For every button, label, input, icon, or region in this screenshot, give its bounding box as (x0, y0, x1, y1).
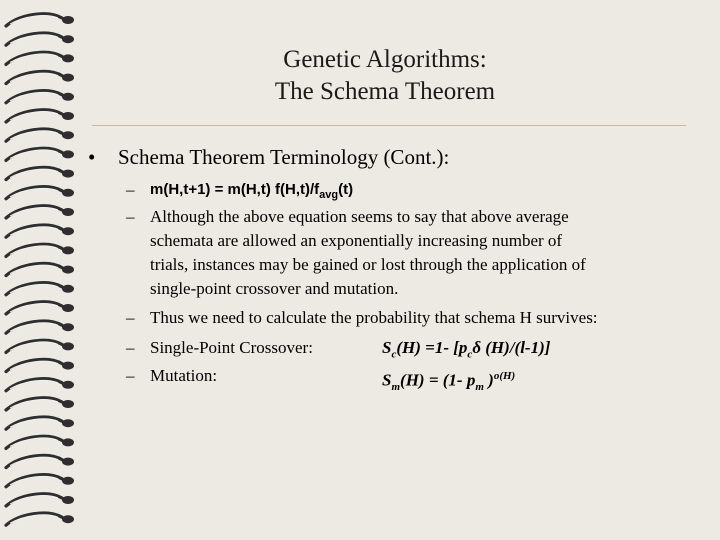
formula-part: S (382, 370, 392, 390)
equation-subscript: avg (319, 189, 339, 201)
binding-ring (6, 513, 62, 525)
binding-hole (62, 189, 74, 197)
mutation-label: Mutation: (150, 366, 218, 385)
binding-hole (62, 477, 74, 485)
binding-ring (6, 379, 62, 391)
binding-ring (6, 359, 62, 371)
formula-part: (H) = (1- p (400, 370, 476, 390)
bullet-symbol: • (88, 145, 96, 169)
binding-ring (6, 455, 62, 467)
binding-hole (62, 362, 74, 370)
dash: – (126, 180, 135, 199)
binding-ring (6, 187, 62, 199)
binding-ring (6, 494, 62, 506)
binding-ring (6, 91, 62, 103)
binding-hole (62, 419, 74, 427)
binding-ring (6, 321, 62, 333)
title-divider (92, 125, 686, 126)
binding-hole (62, 342, 74, 350)
formula-subscript: m (475, 381, 484, 394)
binding-hole (62, 170, 74, 178)
binding-ring (6, 302, 62, 314)
binding-hole (62, 515, 74, 523)
formula-part: δ (H)/(l-1)] (472, 338, 551, 357)
binding-ring (6, 417, 62, 429)
slide-title (200, 44, 570, 108)
binding-ring (6, 206, 62, 218)
formula-superscript: o(H) (493, 370, 516, 382)
binding-ring (6, 71, 62, 83)
title-line-2: The Schema Theorem (274, 78, 496, 105)
binding-ring (6, 129, 62, 141)
formula-part: S (382, 338, 392, 357)
binding-hole (62, 438, 74, 446)
binding-hole (62, 131, 74, 139)
binding-hole (62, 227, 74, 235)
although-line-1: Although the above equation seems to say that above average (150, 207, 569, 226)
binding-hole (62, 496, 74, 504)
binding-hole (62, 93, 74, 101)
binding-hole (62, 266, 74, 274)
binding-hole (62, 54, 74, 62)
growth-equation (150, 178, 353, 207)
mutation-formula (382, 364, 515, 399)
formula-subscript: c (467, 348, 473, 361)
binding-hole (62, 16, 74, 24)
binding-hole (62, 246, 74, 254)
binding-hole (62, 400, 74, 408)
binding-hole (62, 323, 74, 331)
binding-ring (6, 436, 62, 448)
binding-ring (6, 244, 62, 256)
binding-ring (6, 398, 62, 410)
dash: – (126, 366, 135, 385)
dash: – (126, 308, 135, 327)
binding-hole (62, 35, 74, 43)
formula-subscript: m (391, 381, 401, 394)
binding-hole (62, 285, 74, 293)
although-line-4: single-point crossover and mutation. (150, 279, 399, 298)
main-bullet (88, 142, 449, 172)
binding-hole (62, 208, 74, 216)
equation-text: m(H,t+1) = m(H,t) f(H,t)/f (150, 181, 320, 198)
equation-tail: (t) (338, 181, 354, 198)
binding-hole (62, 150, 74, 158)
binding-ring (6, 148, 62, 160)
dash: – (126, 207, 135, 226)
formula-part: ) (483, 370, 494, 390)
crossover-formula (382, 336, 550, 366)
although-line-3: trials, instances may be gained or lost through the application of (150, 255, 586, 274)
survival-text: Thus we need to calculate the probability that schema H survives: (150, 308, 598, 327)
title-line-1: Genetic Algorithms: (283, 46, 487, 73)
binding-ring (6, 340, 62, 352)
crossover-label: Single-Point Crossover: (150, 338, 313, 357)
binding-ring (6, 33, 62, 45)
binding-ring (6, 167, 62, 179)
formula-part: (H) =1- [p (396, 338, 468, 357)
bullet-text: Schema Theorem Terminology (Cont.): (118, 145, 450, 169)
binding-ring (6, 52, 62, 64)
binding-ring (6, 14, 62, 26)
binding-ring (6, 475, 62, 487)
although-line-2: schemata are allowed an exponentially increasing number of (150, 231, 563, 250)
dash: – (126, 338, 135, 357)
binding-hole (62, 381, 74, 389)
binding-hole (62, 112, 74, 120)
formula-subscript: c (391, 348, 397, 361)
binding-hole (62, 74, 74, 82)
binding-ring (6, 263, 62, 275)
binding-ring (6, 225, 62, 237)
binding-ring (6, 283, 62, 295)
spiral-binding (0, 0, 90, 540)
binding-ring (6, 110, 62, 122)
binding-hole (62, 304, 74, 312)
binding-hole (62, 458, 74, 466)
